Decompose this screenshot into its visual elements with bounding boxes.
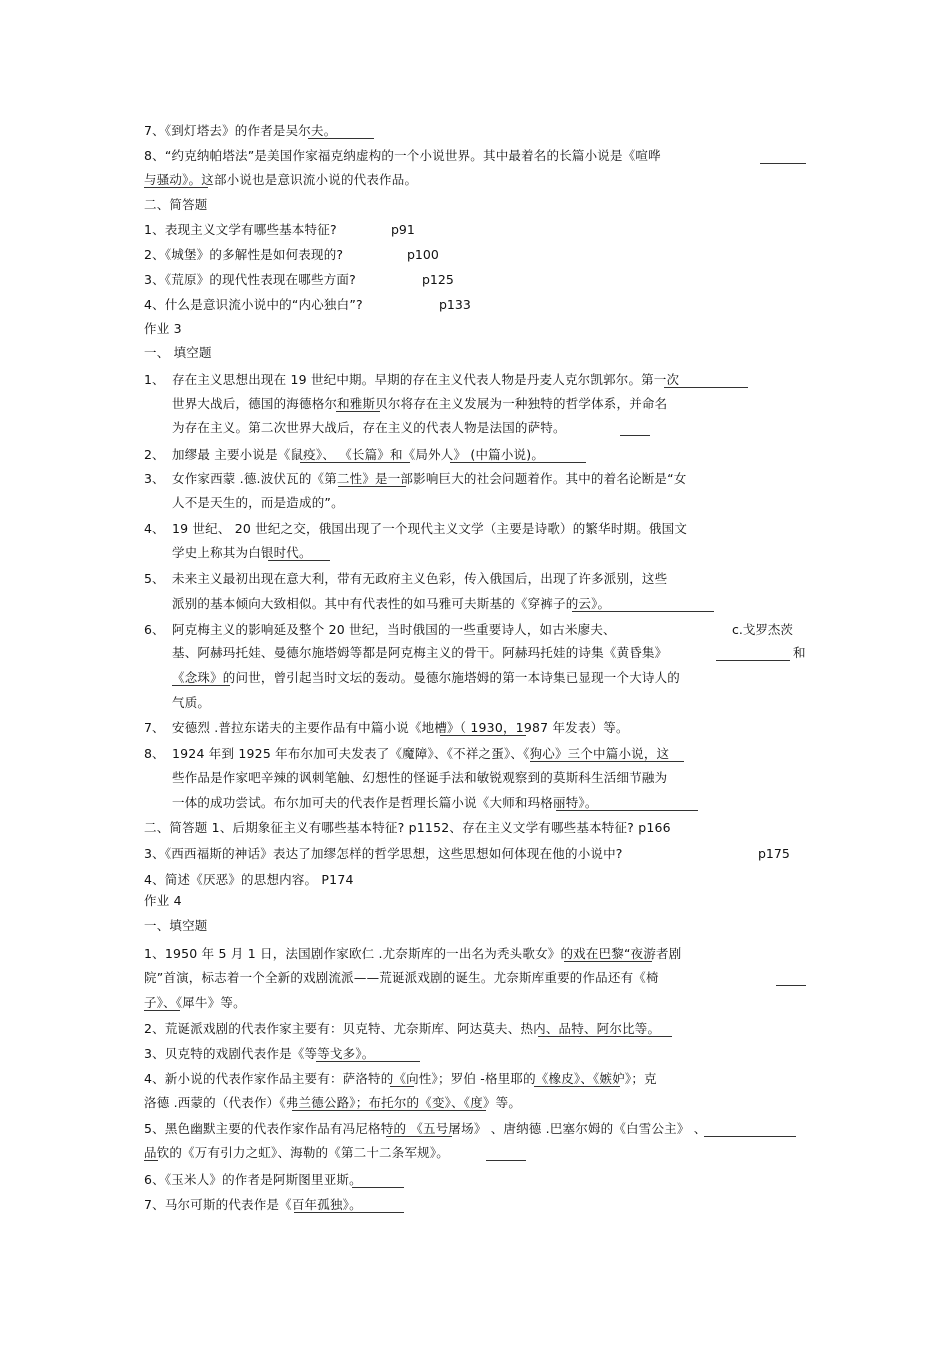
fill-item-4-cont: 学史上称其为白银时代。 — [172, 545, 312, 560]
item-number: 2、 — [144, 447, 165, 462]
fill-item-1-cont: 世界大战后，德国的海德格尔和雅斯贝尔将存在主义发展为一种独特的哲学体系，并命名 — [172, 396, 668, 411]
item-number: 6、 — [144, 622, 165, 637]
section-heading: 一、 填空题 — [144, 345, 212, 360]
fill-item-6-cont: 基、阿赫玛托娃、曼德尔施塔姆等都是阿克梅主义的骨干。阿赫玛托娃的诗集《黄昏集》 — [172, 645, 668, 660]
short-answer-section: 二、简答题 1、后期象征主义有哪些基本特征? p1152、存在主义文学有哪些基本特征? p166 — [144, 820, 671, 835]
answer-underline — [144, 1010, 180, 1011]
question-1: 1、表现主义文学有哪些基本特征? — [144, 222, 337, 237]
fill-item-2: 加缪最 主要小说是《鼠疫》、 《长篇》和《局外人》 (中篇小说)。 — [172, 447, 545, 462]
question-3: 3、《荒原》的现代性表现在哪些方面? — [144, 272, 356, 287]
answer-underline — [534, 1086, 620, 1087]
fill-item-8-cont: 些作品是作家吧辛辣的讽刺笔触、幻想性的怪诞手法和敏锐观察到的莫斯科生活细节融为 — [172, 770, 668, 785]
answer-underline — [294, 1212, 404, 1213]
fill-item-3: 3、贝克特的戏剧代表作是《等等戈多》。 — [144, 1046, 375, 1061]
answer-blank — [716, 660, 790, 661]
answer-underline — [572, 611, 714, 612]
fill-item-6: 阿克梅主义的影响延及整个 20 世纪，当时俄国的一些重要诗人，如古米廖夫、 — [172, 622, 616, 637]
answer-blank — [760, 163, 806, 164]
fill-item-8-cont: 一体的成功尝试。布尔加可夫的代表作是哲理长篇小说《大师和玛格丽特》。 — [172, 795, 598, 810]
answer-underline — [300, 462, 410, 463]
item-number: 5、 — [144, 571, 165, 586]
answer-underline — [704, 1136, 796, 1137]
fill-item-3: 女作家西蒙 .德.波伏瓦的《第二性》是一部影响巨大的社会问题着作。其中的着名论断是“女 — [172, 471, 687, 486]
fill-item-5: 5、黑色幽默主要的代表作家作品有冯尼格特的 《五号屠场》 、唐纳德 .巴塞尔姆的《白雪公主》 、 — [144, 1121, 707, 1136]
page-ref: p125 — [422, 272, 454, 287]
answer-underline — [440, 735, 526, 736]
fill-item-4-cont: 洛德 .西蒙的（代表作）《弗兰德公路》；布托尔的《变》、《度》等。 — [144, 1095, 522, 1110]
fill-item-1-cont: 子》、《犀牛》等。 — [144, 995, 246, 1010]
section-heading: 二、简答题 — [144, 197, 208, 212]
question-4: 4、什么是意识流小说中的“内心独白”? — [144, 297, 363, 312]
fill-item-5-cont: 派别的基本倾向大致相似。其中有代表性的如马雅可夫斯基的《穿裤子的云》。 — [172, 596, 611, 611]
item-number: 8、 — [144, 746, 165, 761]
fill-item-8: 1924 年到 1925 年布尔加可夫发表了《魔障》、《不祥之蛋》、《狗心》三个中篇小说，这 — [172, 746, 670, 761]
page-ref: p133 — [439, 297, 471, 312]
answer-underline — [564, 961, 652, 962]
fill-item-4: 4、新小说的代表作家作品主要有：萨洛特的《向性》；罗伯 -格里耶的《橡皮》、《嫉妒》；克 — [144, 1071, 657, 1086]
fill-item-1: 1、1950 年 5 月 1 日，法国剧作家欧仁 .尤奈斯库的一出名为秃头歌女》的戏在巴黎“夜游者剧 — [144, 946, 682, 961]
homework-4-title: 作业 4 — [144, 893, 182, 908]
answer-underline — [144, 187, 208, 188]
fill-item-5-cont: 品钦的《万有引力之虹》、海勒的《第二十二条军规》。 — [144, 1145, 450, 1160]
item-number: 1、 — [144, 372, 165, 387]
fill-item-6-cont: 气质。 — [172, 695, 211, 710]
item-number: 4、 — [144, 521, 165, 536]
item-number: 7、 — [144, 720, 165, 735]
question-2: 2、《城堡》的多解性是如何表现的? — [144, 247, 344, 262]
fill-item-7: 7、马尔可斯的代表作是《百年孤独》。 — [144, 1197, 362, 1212]
item-number: 3、 — [144, 471, 165, 486]
answer-underline — [268, 560, 330, 561]
answer-underline — [172, 685, 230, 686]
fill-item-2: 2、荒诞派戏剧的代表作家主要有：贝克特、尤奈斯库、阿达莫夫、热内、品特、阿尔比等。 — [144, 1021, 661, 1036]
fill-item-8-cont: 与骚动》。这部小说也是意识流小说的代表作品。 — [144, 172, 418, 187]
section-heading: 一、填空题 — [144, 918, 208, 933]
fill-item-1: 存在主义思想出现在 19 世纪中期。早期的存在主义代表人物是丹麦人克尔凯郭尔。第一次 — [172, 372, 680, 387]
answer-underline — [144, 1160, 158, 1161]
answer-underline — [530, 761, 684, 762]
fill-item-6-and: 和 — [793, 645, 806, 660]
fill-item-3-cont: 人不是天生的，而是造成的”。 — [172, 495, 344, 510]
fill-item-7: 安德烈 .普拉东诺夫的主要作品有中篇小说《地槽》（ 1930，1987 年发表）等。 — [172, 720, 629, 735]
fill-item-7: 7、《到灯塔去》的作者是吴尔夫。 — [144, 123, 337, 138]
answer-underline — [316, 1061, 420, 1062]
fill-item-6-cont: 《念珠》的问世，曾引起当时文坛的轰动。曼德尔施塔姆的第一本诗集已显现一个大诗人的 — [172, 670, 681, 685]
fill-item-6-name: c.戈罗杰茨 — [732, 622, 793, 637]
answer-underline — [338, 486, 406, 487]
answer-underline — [486, 1160, 526, 1161]
fill-item-4: 19 世纪、 20 世纪之交，俄国出现了一个现代主义文学（主要是诗歌）的繁华时期。俄国文 — [172, 521, 688, 536]
page-ref: p175 — [758, 846, 790, 861]
fill-item-1-cont: 院”首演，标志着一个全新的戏剧流派——荒诞派戏剧的诞生。尤奈斯库重要的作品还有《椅 — [144, 970, 659, 985]
answer-blank — [620, 435, 650, 436]
homework-3-title: 作业 3 — [144, 321, 182, 336]
fill-item-1-cont: 为存在主义。第二次世界大战后，存在主义的代表人物是法国的萨特。 — [172, 420, 566, 435]
question-4: 4、简述《厌恶》的思想内容。 P174 — [144, 872, 354, 887]
fill-item-5: 未来主义最初出现在意大利，带有无政府主义色彩，传入俄国后，出现了许多派别，这些 — [172, 571, 668, 586]
answer-blank — [776, 985, 806, 986]
answer-underline — [292, 1110, 486, 1111]
answer-underline — [308, 138, 374, 139]
answer-underline — [390, 1086, 414, 1087]
answer-underline — [352, 1187, 404, 1188]
answer-underline — [664, 387, 748, 388]
answer-underline — [538, 1036, 672, 1037]
answer-underline — [336, 411, 380, 412]
fill-item-6: 6、《玉米人》的作者是阿斯图里亚斯。 — [144, 1172, 362, 1187]
fill-item-8: 8、“约克纳帕塔法”是美国作家福克纳虚构的一个小说世界。其中最着名的长篇小说是《喧哗 — [144, 148, 661, 163]
answer-underline — [386, 1136, 452, 1137]
answer-underline — [556, 810, 698, 811]
answer-underline — [450, 462, 586, 463]
page-ref: p100 — [407, 247, 439, 262]
page-ref: p91 — [391, 222, 415, 237]
question-3: 3、《西西福斯的神话》表达了加缪怎样的哲学思想，这些思想如何体现在他的小说中? — [144, 846, 623, 861]
